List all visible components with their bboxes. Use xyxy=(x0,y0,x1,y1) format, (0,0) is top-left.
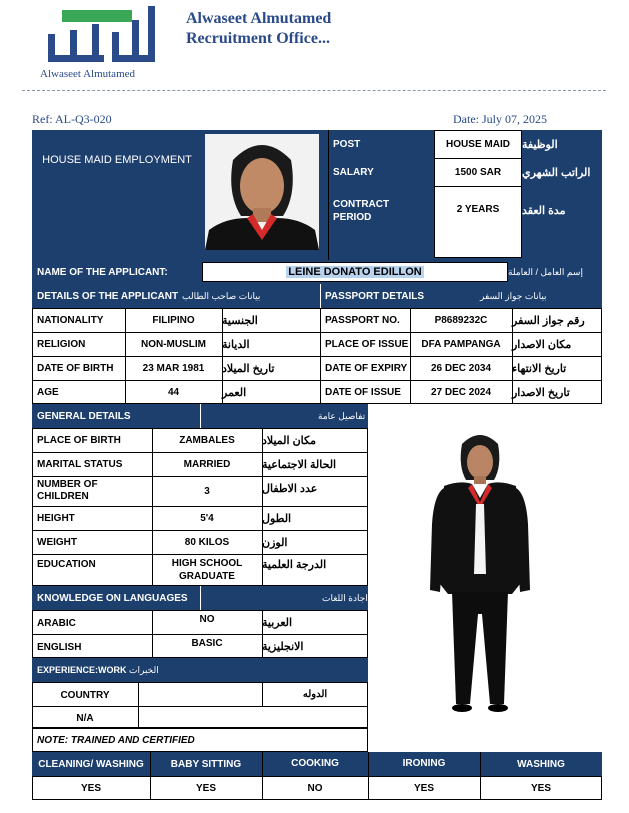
skill-cooking-header: COOKING xyxy=(291,757,339,769)
company-name-line2: Recruitment Office... xyxy=(186,30,330,47)
place-of-birth-arabic: مكان الميلاد xyxy=(262,434,317,447)
arabic-label: ARABIC xyxy=(37,617,76,629)
nationality-arabic: الجنسية xyxy=(222,314,258,327)
height-arabic: الطول xyxy=(262,512,292,525)
english-label: ENGLISH xyxy=(37,641,82,653)
general-title: GENERAL DETAILS xyxy=(37,410,131,422)
date-of-expiry-label: DATE OF EXPIRY xyxy=(325,362,408,374)
arabic-arabic: العربية xyxy=(262,616,293,629)
dob-label: DATE OF BIRTH xyxy=(37,362,114,374)
skill-baby-sitting-header: BABY SITTING xyxy=(170,758,242,770)
passport-title-arabic: بيانات جواز السفر xyxy=(480,290,547,301)
education-arabic: الدرجة العلمية xyxy=(262,558,327,571)
skill-cooking-value: NO xyxy=(307,782,323,794)
english-arabic: الانجليزية xyxy=(262,640,304,653)
education-value: HIGH SCHOOL GRADUATE xyxy=(171,558,243,582)
passport-no-value: P8689232C xyxy=(434,314,488,326)
post-label: POST xyxy=(333,138,361,150)
languages-title-arabic: اجادة اللغات xyxy=(322,592,368,603)
skill-washing-value: YES xyxy=(530,782,551,794)
children-value: 3 xyxy=(204,485,210,497)
date-of-issue-label: DATE OF ISSUE xyxy=(325,386,401,398)
name-arabic: إسم العامل / العاملة xyxy=(508,266,583,277)
children-label: NUMBER OF CHILDREN xyxy=(37,479,98,502)
post-arabic: الوظيفة xyxy=(522,138,558,151)
place-of-issue-arabic: مكان الاصدار xyxy=(512,338,572,351)
skill-washing-header: WASHING xyxy=(517,758,565,770)
weight-value: 80 KILOS xyxy=(184,536,230,548)
contract-label: CONTRACT PERIOD xyxy=(333,199,390,223)
marital-status-value: MARRIED xyxy=(183,458,231,470)
full-body-photo xyxy=(368,404,602,752)
skill-ironing-header: IRONING xyxy=(402,757,446,769)
country-label: COUNTRY xyxy=(60,689,110,701)
height-label: HEIGHT xyxy=(37,512,75,524)
passport-title: PASSPORT DETAILS xyxy=(325,290,425,302)
place-of-issue-value: DFA PAMPANGA xyxy=(421,338,501,350)
details-title-arabic: بيانات صاحب الطالب xyxy=(182,290,261,301)
age-arabic: العمر xyxy=(222,386,247,399)
skill-ironing-value: YES xyxy=(413,782,434,794)
age-value: 44 xyxy=(167,386,180,398)
experience-title-arabic: الخبرات xyxy=(129,664,159,675)
applicant-photo xyxy=(205,134,319,250)
passport-no-label: PASSPORT NO. xyxy=(325,314,400,326)
dob-value: 23 MAR 1981 xyxy=(142,362,205,374)
skill-cleaning-header: CLEANING/ WASHING xyxy=(38,758,144,770)
contract-arabic: مدة العقد xyxy=(522,204,566,217)
header-divider xyxy=(22,90,606,91)
company-name xyxy=(186,9,331,49)
nationality-label: NATIONALITY xyxy=(37,314,104,326)
applicant-name: LEINE DONATO EDILLON xyxy=(288,266,422,278)
contract-value: 2 YEARS xyxy=(456,203,500,215)
age-label: AGE xyxy=(37,386,59,398)
weight-arabic: الوزن xyxy=(262,536,288,549)
logo-mark-icon xyxy=(40,4,170,66)
nationality-value: FILIPINO xyxy=(152,314,195,326)
general-title-arabic: تفاصيل عامة xyxy=(318,410,366,421)
place-of-issue-label: PLACE OF ISSUE xyxy=(325,338,409,350)
education-label: EDUCATION xyxy=(37,558,96,570)
company-name-line1: Alwaseet Almutamed xyxy=(186,10,332,27)
skill-cleaning-value: YES xyxy=(80,782,101,794)
full-body-figure-icon xyxy=(368,404,602,752)
post-value: HOUSE MAID xyxy=(446,138,510,150)
marital-status-label: MARITAL STATUS xyxy=(37,458,123,470)
country-value: N/A xyxy=(76,712,94,724)
place-of-birth-value: ZAMBALES xyxy=(179,434,235,446)
company-logo xyxy=(40,4,170,84)
details-title: DETAILS OF THE APPLICANT xyxy=(37,290,179,302)
religion-label: RELIGION xyxy=(37,338,86,350)
weight-label: WEIGHT xyxy=(37,536,77,548)
dob-arabic: تاريخ الميلاد xyxy=(222,362,275,375)
religion-arabic: الديانة xyxy=(222,338,250,351)
logo-text: Alwaseet Almutamed xyxy=(40,68,136,80)
document-date: Date: July 07, 2025 xyxy=(453,112,547,126)
arabic-value: NO xyxy=(199,613,215,625)
date-of-issue-arabic: تاريخ الاصدار xyxy=(512,386,570,399)
name-label: NAME OF THE APPLICANT: xyxy=(37,266,168,278)
reference-number: Ref: AL-Q3-020 xyxy=(32,112,112,126)
applicant-portrait-icon xyxy=(205,134,319,250)
children-arabic: عدد الاطفال xyxy=(262,482,318,495)
country-arabic: الدوله xyxy=(302,688,328,700)
salary-value: 1500 SAR xyxy=(454,166,502,178)
passport-no-arabic: رقم جواز السفر xyxy=(512,314,585,327)
religion-value: NON-MUSLIM xyxy=(141,338,206,350)
date-of-expiry-arabic: تاريخ الانتهاء xyxy=(512,362,567,375)
experience-title: EXPERIENCE:WORK xyxy=(37,665,127,675)
languages-title: KNOWLEDGE ON LANGUAGES xyxy=(37,592,188,604)
place-of-birth-label: PLACE OF BIRTH xyxy=(37,434,121,446)
date-of-issue-value: 27 DEC 2024 xyxy=(430,386,492,398)
height-value: 5'4 xyxy=(200,512,214,524)
skill-baby-sitting-value: YES xyxy=(195,782,216,794)
marital-status-arabic: الحالة الاجتماعية xyxy=(262,458,337,471)
salary-label: SALARY xyxy=(333,166,374,178)
date-of-expiry-value: 26 DEC 2034 xyxy=(430,362,492,374)
english-value: BASIC xyxy=(191,637,223,649)
note-text: NOTE: TRAINED AND CERTIFIED xyxy=(37,734,195,746)
salary-arabic: الراتب الشهري xyxy=(522,166,591,179)
employment-title: HOUSE MAID EMPLOYMENT xyxy=(42,154,192,166)
